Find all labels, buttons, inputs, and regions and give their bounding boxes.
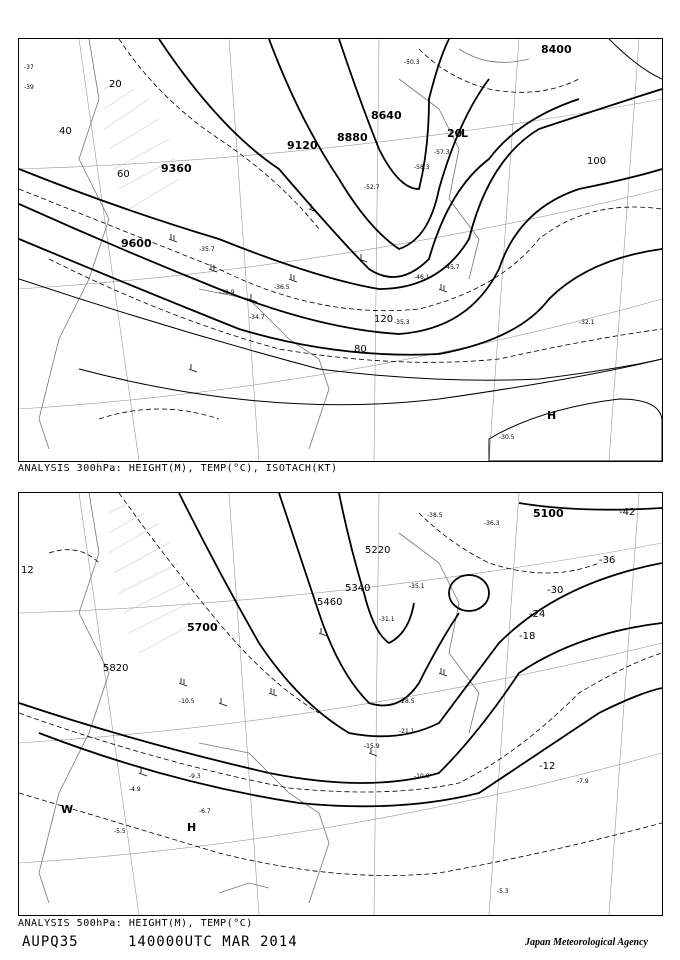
temp-label: -38.5 (427, 512, 443, 519)
temp-label: -50.3 (404, 59, 420, 66)
graticule (19, 493, 662, 915)
height-label-8400: 8400 (541, 43, 572, 56)
temp-label: -28.5 (399, 698, 415, 705)
wind-barbs (169, 204, 447, 372)
map-300hpa (18, 38, 663, 462)
caption-500hpa: ANALYSIS 500hPa: HEIGHT(M), TEMP(°C) (18, 918, 253, 929)
height-label-5460: 5460 (317, 597, 343, 608)
height-label-9600: 9600 (121, 237, 152, 250)
isotherm-label: -36 (599, 555, 616, 566)
isotach-label-20: 20 (109, 79, 122, 90)
isotach-label-100: 100 (587, 156, 607, 167)
isotherm-label: 12 (21, 565, 34, 576)
hatch-area (104, 79, 179, 209)
isotherm-label: -24 (529, 609, 546, 620)
temp-label: -30.5 (499, 434, 515, 441)
low-center-symbol: L (461, 127, 469, 140)
temp-label: -45.7 (444, 264, 460, 271)
agency-name: Japan Meteorological Agency (525, 937, 648, 948)
temp-label: -33.9 (219, 289, 235, 296)
temp-label: -46.1 (414, 274, 430, 281)
temp-label: -34.7 (249, 314, 265, 321)
low-center-value: 20 (447, 127, 463, 140)
isotach-label-60: 60 (117, 169, 130, 180)
temp-label: -21.1 (399, 728, 415, 735)
height-label-5700: 5700 (187, 621, 218, 634)
temp-label: -5.3 (497, 888, 509, 895)
high-center-symbol: H (187, 821, 197, 834)
temp-label: -35.1 (409, 583, 425, 590)
map-500hpa-canvas (19, 493, 662, 915)
height-label-8880: 8880 (337, 131, 368, 144)
temp-label: -36.5 (274, 284, 290, 291)
height-label-9360: 9360 (161, 162, 192, 175)
coastline (39, 39, 529, 449)
isotherm-label: -30 (547, 585, 564, 596)
warm-center-symbol: W (61, 803, 74, 816)
map-300hpa-canvas (19, 39, 662, 461)
temp-label: -57.3 (434, 149, 450, 156)
height-label-5220: 5220 (365, 545, 391, 556)
temp-label: -31.1 (379, 616, 395, 623)
graticule (19, 39, 662, 461)
temp-label: -35.3 (394, 319, 410, 326)
temp-label: -52.7 (364, 184, 380, 191)
temperature-contours (19, 493, 662, 876)
temp-label: -6.7 (199, 808, 211, 815)
temp-label: -7.9 (577, 778, 589, 785)
temperature-contours (19, 39, 662, 419)
chart-code: AUPQ35 (22, 934, 79, 950)
temp-label: -10.9 (414, 773, 430, 780)
isotach-contours (19, 39, 662, 461)
height-label-8640: 8640 (371, 109, 402, 122)
temp-label: -15.9 (364, 743, 380, 750)
isotherm-label: -42 (619, 507, 636, 518)
isotherm-label: -18 (519, 631, 536, 642)
temp-label: -39 (24, 84, 34, 91)
height-label-5100: 5100 (533, 507, 564, 520)
temp-label: -32.1 (579, 319, 595, 326)
high-center-symbol: H (547, 409, 557, 422)
valid-time: 140000UTC MAR 2014 (128, 934, 298, 950)
caption-300hpa: ANALYSIS 300hPa: HEIGHT(M), TEMP(°C), ISOTACH(KT) (18, 463, 338, 474)
isotach-label-40: 40 (59, 126, 72, 137)
hatch-area (109, 503, 194, 653)
isotach-label-120: 120 (374, 314, 394, 325)
height-contours (19, 493, 662, 806)
temp-label: -36.3 (484, 520, 500, 527)
height-label-5340: 5340 (345, 583, 371, 594)
temp-label: -4.9 (129, 786, 141, 793)
temp-label: -58.3 (414, 164, 430, 171)
temp-label: -9.3 (189, 773, 201, 780)
temp-label: -37 (24, 64, 34, 71)
temp-label: -10.5 (179, 698, 195, 705)
height-label-9120: 9120 (287, 139, 318, 152)
temp-label: -35.7 (199, 246, 215, 253)
isotherm-label: -12 (539, 761, 556, 772)
temp-label: -5.5 (114, 828, 126, 835)
map-500hpa (18, 492, 663, 916)
isotach-label-80: 80 (354, 344, 367, 355)
height-label-5820: 5820 (103, 663, 129, 674)
